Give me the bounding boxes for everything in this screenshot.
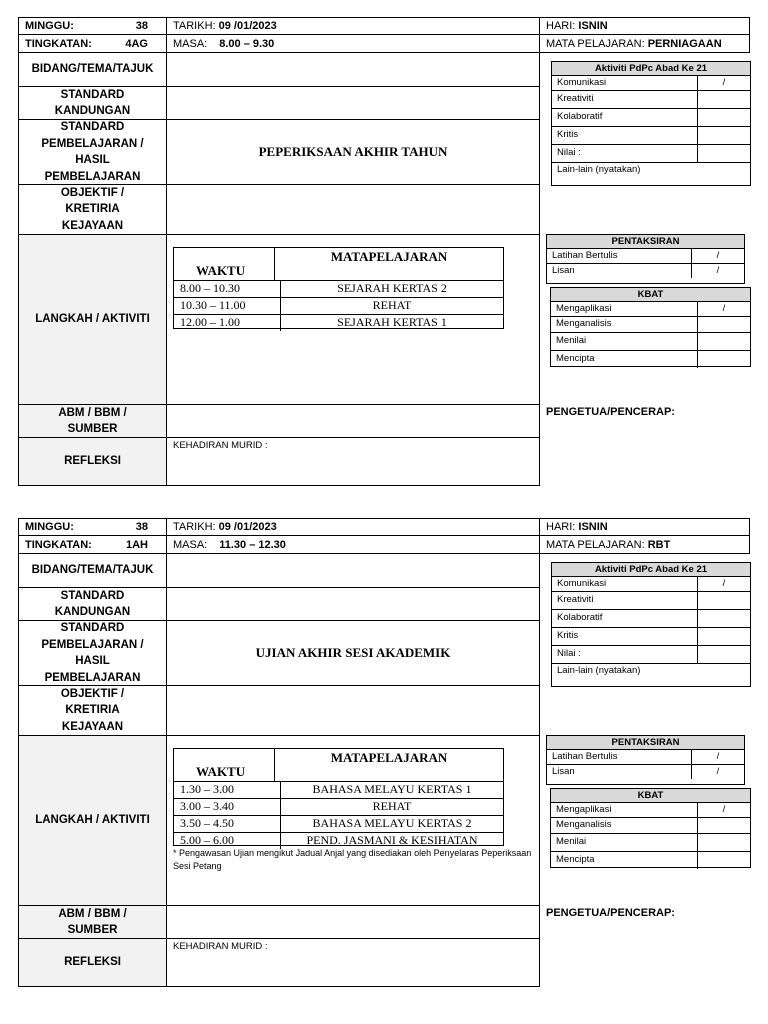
- standard-kandungan-field[interactable]: [166, 587, 540, 621]
- list-item: Menilai: [551, 332, 750, 350]
- schedule-waktu: 5.00 – 6.00: [174, 833, 281, 849]
- refleksi-field[interactable]: [166, 938, 540, 987]
- checkbox-mark[interactable]: /: [691, 249, 744, 263]
- masa-cell: [166, 535, 540, 554]
- masa-value: 11.30 – 12.30: [219, 538, 286, 551]
- checkbox-mark[interactable]: /: [691, 264, 744, 278]
- list-item: Latihan Bertulis /: [547, 749, 744, 764]
- checkbox-mark[interactable]: /: [697, 302, 750, 316]
- list-item: Mengaplikasi /: [551, 301, 750, 316]
- hari-label: HARI:: [546, 521, 576, 533]
- list-item: Menilai: [551, 833, 750, 851]
- langkah-label: LANGKAH / AKTIVITI: [18, 735, 167, 906]
- tarikh-value: 09 /01/2023: [218, 20, 277, 32]
- tarikh-label: TARIKH:: [173, 521, 216, 533]
- hari-cell: [539, 17, 750, 35]
- checkbox-mark[interactable]: [697, 145, 750, 162]
- kbat-box: [550, 788, 751, 868]
- list-item: Menganalisis: [551, 316, 750, 332]
- checkbox-mark[interactable]: /: [691, 765, 744, 779]
- exam-schedule-table: [173, 748, 504, 846]
- checkbox-mark[interactable]: [697, 333, 750, 350]
- hari-value: ISNIN: [578, 521, 608, 533]
- list-item: Latihan Bertulis /: [547, 248, 744, 263]
- minggu-label: MINGGU:: [25, 521, 74, 533]
- standard-kandungan-label: STANDARD KANDUNGAN: [18, 86, 167, 120]
- schedule-subject: REHAT: [372, 298, 412, 312]
- mata-pelajaran-cell: [539, 535, 750, 554]
- bidang-field[interactable]: [166, 553, 540, 588]
- main-title: UJIAN AKHIR SESI AKADEMIK: [255, 645, 451, 660]
- schedule-subject: SEJARAH KERTAS 2: [337, 281, 447, 295]
- list-item: Nilai :: [552, 144, 750, 162]
- standard-kandungan-field[interactable]: [166, 86, 540, 120]
- refleksi-label: REFLEKSI: [18, 938, 167, 987]
- bidang-label: BIDANG/TEMA/TAJUK: [18, 52, 167, 87]
- table-row: [174, 798, 503, 815]
- abm-label: ABM / BBM / SUMBER: [18, 905, 167, 939]
- tingkatan-value: 4AG: [125, 37, 148, 50]
- hari-value: ISNIN: [578, 20, 608, 32]
- schedule-waktu: 1.30 – 3.00: [174, 782, 281, 798]
- mata-pelajaran-label: MATA PELAJARAN:: [546, 37, 645, 50]
- tingkatan-label: TINGKATAN:: [25, 37, 92, 50]
- list-item: Nilai :: [552, 645, 750, 663]
- table-row: [174, 280, 503, 297]
- aktiviti-pdpc-title: Aktiviti PdPc Abad Ke 21: [552, 62, 750, 75]
- checkbox-mark[interactable]: [697, 317, 750, 332]
- checkbox-mark[interactable]: [697, 834, 750, 851]
- list-item: Mengaplikasi /: [551, 802, 750, 817]
- table-row: [174, 314, 503, 331]
- tarikh-cell: [166, 518, 540, 536]
- list-item: Kolaboratif: [552, 108, 750, 126]
- list-item: Menganalisis: [551, 817, 750, 833]
- pentaksiran-title: PENTAKSIRAN: [547, 235, 744, 248]
- checkbox-mark[interactable]: [697, 610, 750, 627]
- checkbox-mark[interactable]: [697, 818, 750, 833]
- standard-pembelajaran-field: [166, 119, 540, 185]
- tarikh-value: 09 /01/2023: [218, 521, 277, 533]
- schedule-subject: BAHASA MELAYU KERTAS 1: [312, 782, 472, 796]
- lesson-plan-form-2: [0, 501, 768, 991]
- masa-label: MASA:: [173, 538, 208, 551]
- pentaksiran-box: [546, 234, 745, 284]
- schedule-head-waktu: WAKTU: [196, 263, 246, 278]
- abm-field[interactable]: [166, 905, 540, 939]
- schedule-subject: REHAT: [372, 799, 412, 813]
- masa-cell: [166, 34, 540, 53]
- tarikh-cell: [166, 17, 540, 35]
- list-item: Kritis: [552, 126, 750, 144]
- schedule-waktu: 8.00 – 10.30: [174, 281, 281, 297]
- table-row: [174, 815, 503, 832]
- schedule-subject: SEJARAH KERTAS 1: [337, 315, 447, 329]
- checkbox-mark[interactable]: [697, 852, 750, 869]
- schedule-waktu: 12.00 – 1.00: [174, 315, 281, 331]
- aktiviti-pdpc-box: [551, 61, 751, 186]
- langkah-label: LANGKAH / AKTIVITI: [18, 234, 167, 405]
- checkbox-mark[interactable]: /: [691, 750, 744, 764]
- objektif-field[interactable]: [166, 685, 540, 736]
- exam-schedule-table: [173, 247, 504, 329]
- abm-label: ABM / BBM / SUMBER: [18, 404, 167, 438]
- list-item: Mencipta: [551, 350, 750, 368]
- mata-pelajaran-value: PERNIAGAAN: [647, 37, 722, 50]
- refleksi-label: REFLEKSI: [18, 437, 167, 486]
- checkbox-mark[interactable]: /: [697, 577, 750, 591]
- aktiviti-pdpc-title: Aktiviti PdPc Abad Ke 21: [552, 563, 750, 576]
- standard-pembelajaran-label: STANDARD PEMBELAJARAN / HASIL PEMBELAJARAN: [18, 620, 167, 686]
- minggu-value: 38: [135, 521, 148, 533]
- schedule-waktu: 3.00 – 3.40: [174, 799, 281, 815]
- pengetua-label: PENGETUA/PENCERAP:: [546, 406, 675, 418]
- masa-label: MASA:: [173, 37, 208, 50]
- kbat-title: KBAT: [551, 789, 750, 802]
- checkbox-mark[interactable]: [697, 646, 750, 663]
- schedule-subject: PEND. JASMANI & KESIHATAN: [306, 833, 478, 847]
- objektif-label: OBJEKTIF / KRETIRIA KEJAYAAN: [18, 685, 167, 736]
- bidang-field[interactable]: [166, 52, 540, 87]
- schedule-waktu: 10.30 – 11.00: [174, 298, 281, 314]
- refleksi-field[interactable]: [166, 437, 540, 486]
- list-item: Komunikasi /: [552, 75, 750, 90]
- schedule-waktu: 3.50 – 4.50: [174, 816, 281, 832]
- abm-field[interactable]: [166, 404, 540, 438]
- checkbox-mark[interactable]: [697, 91, 750, 108]
- pentaksiran-box: [546, 735, 745, 785]
- list-item: Mencipta: [551, 851, 750, 869]
- lain-lain-label: Lain-lain (nyatakan): [552, 663, 750, 678]
- pentaksiran-title: PENTAKSIRAN: [547, 736, 744, 749]
- checkbox-mark[interactable]: /: [697, 76, 750, 90]
- table-row: [174, 781, 503, 798]
- schedule-head-waktu-cell: [174, 749, 275, 781]
- tingkatan-value: 1AH: [125, 538, 148, 551]
- standard-pembelajaran-field: [166, 620, 540, 686]
- tingkatan-cell: [18, 34, 167, 53]
- schedule-subject: BAHASA MELAYU KERTAS 2: [312, 816, 472, 830]
- kehadiran-murid-label: KEHADIRAN MURID :: [173, 941, 268, 952]
- mata-pelajaran-cell: [539, 34, 750, 53]
- schedule-head-waktu-cell: [174, 248, 275, 280]
- list-item: Lisan /: [547, 263, 744, 278]
- list-item: Kreativiti: [552, 90, 750, 108]
- bidang-label: BIDANG/TEMA/TAJUK: [18, 553, 167, 588]
- mata-pelajaran-value: RBT: [647, 538, 671, 551]
- exam-note: * Pengawasan Ujian mengikut Jadual Anjal yang disediakan oleh Penyelaras Peperiksaan Sesi Petang: [173, 848, 532, 871]
- standard-kandungan-label: STANDARD KANDUNGAN: [18, 587, 167, 621]
- minggu-value: 38: [135, 20, 148, 32]
- objektif-label: OBJEKTIF / KRETIRIA KEJAYAAN: [18, 184, 167, 235]
- kbat-box: [550, 287, 751, 367]
- checkbox-mark[interactable]: [697, 351, 750, 368]
- schedule-head-matapelajaran: MATAPELAJARAN: [330, 249, 448, 264]
- tarikh-label: TARIKH:: [173, 20, 216, 32]
- aktiviti-pdpc-box: [551, 562, 751, 687]
- checkbox-mark[interactable]: [697, 127, 750, 144]
- list-item: Lisan /: [547, 764, 744, 779]
- tingkatan-label: TINGKATAN:: [25, 538, 92, 551]
- list-item: Kritis: [552, 627, 750, 645]
- objektif-field[interactable]: [166, 184, 540, 235]
- schedule-head-matapelajaran: MATAPELAJARAN: [330, 750, 448, 765]
- list-item: Kreativiti: [552, 591, 750, 609]
- kbat-title: KBAT: [551, 288, 750, 301]
- schedule-head-waktu: WAKTU: [196, 764, 246, 779]
- hari-cell: [539, 518, 750, 536]
- checkbox-mark[interactable]: [697, 109, 750, 126]
- mata-pelajaran-label: MATA PELAJARAN:: [546, 538, 645, 551]
- list-item: Komunikasi /: [552, 576, 750, 591]
- standard-pembelajaran-label: STANDARD PEMBELAJARAN / HASIL PEMBELAJARAN: [18, 119, 167, 185]
- lain-lain-label: Lain-lain (nyatakan): [552, 162, 750, 177]
- minggu-label: MINGGU:: [25, 20, 74, 32]
- main-title: PEPERIKSAAN AKHIR TAHUN: [258, 144, 448, 159]
- pengetua-label: PENGETUA/PENCERAP:: [546, 907, 675, 919]
- kehadiran-murid-label: KEHADIRAN MURID :: [173, 440, 268, 451]
- minggu-cell: [18, 518, 167, 536]
- lesson-plan-form-1: [0, 0, 768, 490]
- minggu-cell: [18, 17, 167, 35]
- list-item: Kolaboratif: [552, 609, 750, 627]
- checkbox-mark[interactable]: [697, 592, 750, 609]
- checkbox-mark[interactable]: [697, 628, 750, 645]
- hari-label: HARI:: [546, 20, 576, 32]
- checkbox-mark[interactable]: /: [697, 803, 750, 817]
- masa-value: 8.00 – 9.30: [219, 37, 275, 50]
- tingkatan-cell: [18, 535, 167, 554]
- table-row: [174, 297, 503, 314]
